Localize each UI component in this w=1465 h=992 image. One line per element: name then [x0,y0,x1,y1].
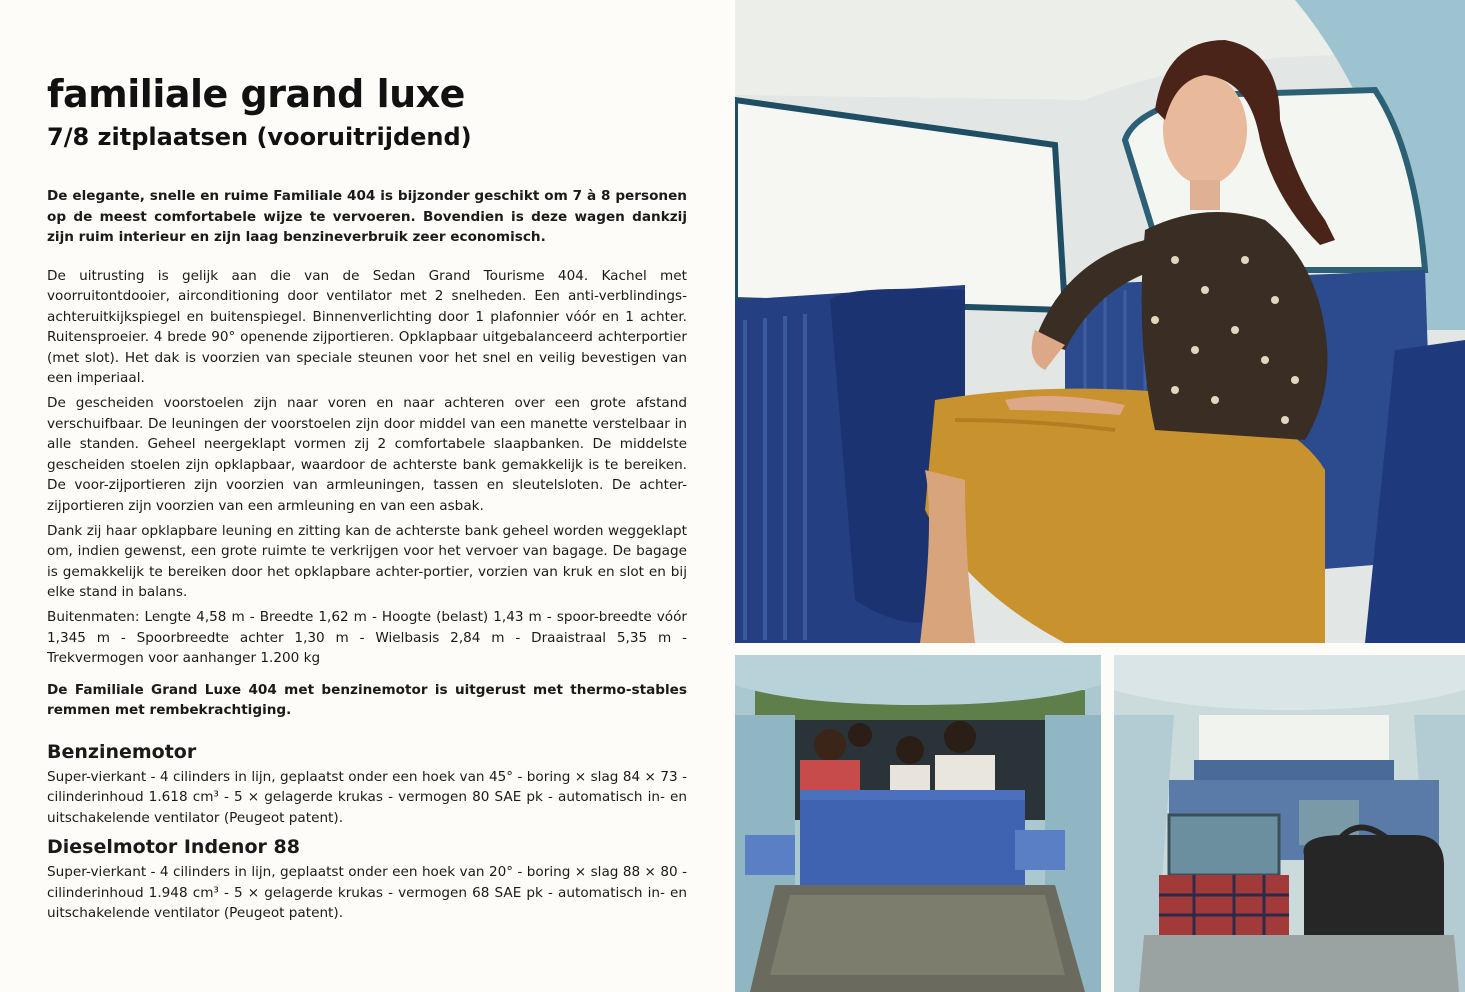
petrol-engine-text: Super-vierkant - 4 cilinders in lijn, geplaatst onder een hoek van 45° - boring × slag 84 × 73 - cilinderinhoud 1.618 cm³ - 5 × gelagerde krukas - vermogen 80 SAE pk - automatisch in- en uitschakelende ventilator (Peugeot patent). [47,768,687,826]
page-subtitle: 7/8 zitplaatsen (vooruitrijdend) [47,123,472,151]
seats-paragraph: De gescheiden voorstoelen zijn naar voren en naar achteren over een grote afstand verschuifbaar. De leuningen der voorstoelen zijn door middel van een manette verstelbaar in alle standen. Geheel neergeklapt vormen zij 2 comfortabele slaapbanken. De middelste gescheiden stoelen zijn opklapbaar, waardoor de achterste bank gemakkelijk is te bereiken. De voor-zijportieren zijn voorzien van armleuningen, tassen en sleutelsloten. De achter-zijportieren zijn voorzien van een armleuning en van een asbak. [47,395,687,515]
text-column [47,70,687,924]
dimensions-paragraph: Buitenmaten: Lengte 4,58 m - Breedte 1,62 m - Hoogte (belast) 1,43 m - spoor-breedte vóór 1,345 m - Spoorbreedte achter 1,30 m - Wielbasis 2,84 m - Draaistraal 5,35 m - Trekvermogen voor aanhanger 1.200 kg [47,609,687,667]
luggage-drawing [1114,655,1465,992]
rear-passengers-drawing [735,655,1101,992]
petrol-engine-heading: Benzinemotor [47,740,197,763]
lead-paragraph: De elegante, snelle en ruime Familiale 404 is bijzonder geschikt om 7 à 8 personen op de meest comfortabele wijze te vervoeren. Bovendien is deze wagen dankzij zijn ruim interieur en zijn laag benzineverbruik zeer economisch. [47,188,687,245]
page-title: familiale grand luxe [47,72,465,116]
diesel-engine-heading: Dieselmotor Indenor 88 [47,836,300,859]
diesel-engine-text: Super-vierkant - 4 cilinders in lijn, geplaatst onder een hoek van 20° - boring × slag 88 × 80 - cilinderinhoud 1.948 cm³ - 5 × gelagerde krukas - vermogen 68 SAE pk - automatisch in- en uitschakelende ventilator (Peugeot patent). [47,864,687,922]
luggage-photo [1114,655,1465,992]
brakes-note: De Familiale Grand Luxe 404 met benzinemotor is uitgerust met thermo-stables remmen met rembekrachtiging. [47,681,687,719]
equipment-paragraph: De uitrusting is gelijk aan die van de Sedan Grand Tourisme 404. Kachel met voorruitontdooier, airconditioning door ventilator met 2 snelheden. Een anti-verblindings-achteruitkijkspiegel en buitenspiegel. Binnenverlichting door 1 plafonnier vóór en 1 achter. Ruitensproeier. 4 brede 90° openende zijportieren. Opklapbaar uitgebalanceerd achterportier (met slot). Het dak is voorzien van speciale steunen voor het snel en veilig bevestigen van een imperiaal. [47,267,687,387]
interior-photo [735,0,1465,643]
luggage-paragraph: Dank zij haar opklapbare leuning en zitting kan de achterste bank geheel worden weggeklapt om, indien gewenst, een grote ruimte te verkrijgen voor het vervoer van bagage. De bagage is gemakkelijk te bereiken door het opklapbare achter-portier, vorzien van kruk en slot en bij elke stand in balans. [47,522,687,601]
interior-photo-drawing [735,0,1465,643]
rear-passengers-photo [735,655,1101,992]
